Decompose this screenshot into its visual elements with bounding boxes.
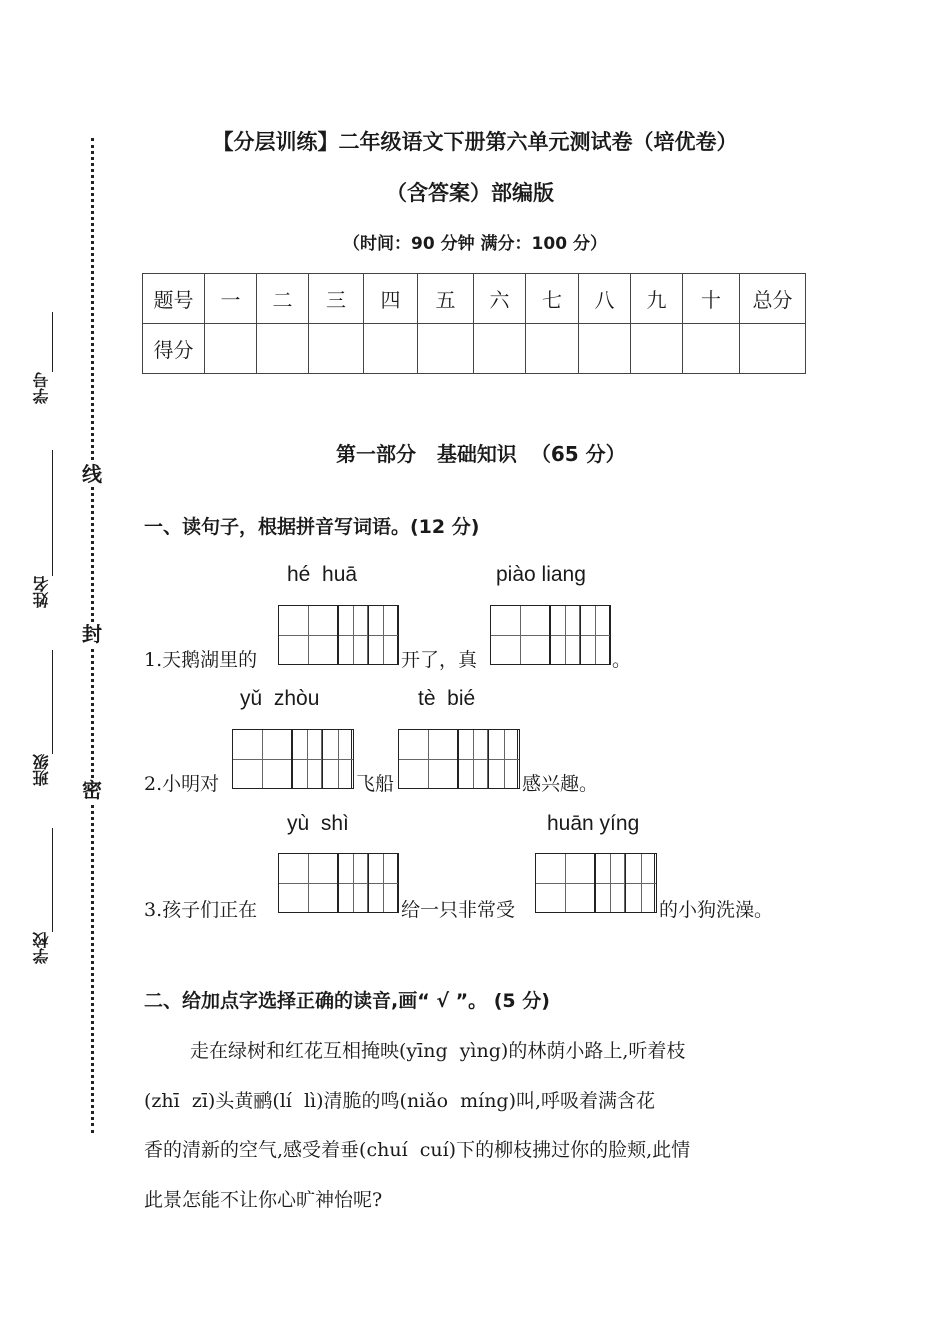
table-cell: 九 <box>631 274 683 324</box>
sentence-text: 1.天鹅湖里的 <box>144 649 258 671</box>
student-id-label: 学号 <box>31 372 51 404</box>
writing-grid[interactable] <box>338 853 399 913</box>
writing-grid[interactable] <box>550 605 611 665</box>
passage-line: 此景怎能不让你心旷神怡呢? <box>144 1189 383 1211</box>
sentence-text: 感兴趣。 <box>522 773 599 795</box>
writing-grid[interactable] <box>458 729 520 789</box>
name-field[interactable] <box>26 450 56 608</box>
score-cell[interactable] <box>364 324 418 374</box>
passage-line: 香的清新的空气,感受着垂(chuí cuí)下的柳枝拂过你的脸颊,此情 <box>144 1139 691 1161</box>
name-label: 姓名 <box>31 576 51 608</box>
table-cell: 五 <box>418 274 474 324</box>
table-cell: 四 <box>364 274 418 324</box>
question-2-title: 二、给加点字选择正确的读音,画“ √ ”。 (5 分) <box>144 990 550 1012</box>
table-cell: 一 <box>205 274 257 324</box>
table-cell: 八 <box>579 274 631 324</box>
score-table-score-row <box>143 324 806 374</box>
score-table <box>142 273 806 374</box>
pinyin-label: hé huā <box>287 563 358 586</box>
time-score-info: （时间：90 分钟 满分：100 分） <box>343 234 607 254</box>
seal-char-xian: 线 <box>82 462 102 486</box>
school-field[interactable] <box>26 828 56 964</box>
score-cell[interactable] <box>205 324 257 374</box>
sentence-text: 的小狗洗澡。 <box>659 899 774 921</box>
writing-grid[interactable] <box>595 853 657 913</box>
sentence-text: 2.小明对 <box>144 773 220 795</box>
sentence-text: 开了，真 <box>401 649 478 671</box>
table-cell: 二 <box>257 274 309 324</box>
score-cell[interactable] <box>631 324 683 374</box>
table-cell: 十 <box>683 274 740 324</box>
seal-char-feng: 封 <box>82 622 102 646</box>
pinyin-label: yǔ zhòu <box>240 687 320 710</box>
table-cell: 题号 <box>143 274 205 324</box>
table-cell: 六 <box>474 274 526 324</box>
school-label: 学校 <box>31 932 51 964</box>
passage-line: (zhī zī)头黄鹂(lí lì)清脆的鸣(niǎo míng)叫,呼吸着满含花 <box>144 1090 656 1112</box>
pinyin-label: huān yíng <box>547 812 640 835</box>
table-cell: 七 <box>526 274 579 324</box>
part-title: 第一部分 基础知识 （65 分） <box>336 442 626 466</box>
score-cell[interactable] <box>740 324 806 374</box>
writing-grid[interactable] <box>338 605 399 665</box>
sentence-text: 3.孩子们正在 <box>144 899 258 921</box>
score-cell[interactable] <box>526 324 579 374</box>
sentence-text: 。 <box>612 649 632 671</box>
score-cell[interactable] <box>309 324 364 374</box>
seal-char-mi: 密 <box>82 778 102 802</box>
score-cell[interactable] <box>257 324 309 374</box>
score-cell[interactable] <box>683 324 740 374</box>
page-subtitle: （含答案）部编版 <box>386 181 554 205</box>
table-cell: 得分 <box>143 324 205 374</box>
page-title: 【分层训练】二年级语文下册第六单元测试卷（培优卷） <box>212 130 738 154</box>
pinyin-label: yù shì <box>287 812 349 835</box>
pinyin-label: piào liang <box>496 563 586 586</box>
sentence-text: 飞船 <box>356 773 395 795</box>
writing-grid[interactable] <box>292 729 354 789</box>
passage-line: 走在绿树和红花互相掩映(yīng yìng)的林荫小路上,听着枝 <box>190 1040 686 1062</box>
question-1-title: 一、读句子，根据拼音写词语。(12 分) <box>144 516 480 538</box>
student-id-field[interactable] <box>26 312 56 404</box>
table-cell: 总分 <box>740 274 806 324</box>
class-label: 班级 <box>31 754 51 786</box>
score-cell[interactable] <box>474 324 526 374</box>
score-table-header-row <box>143 274 806 324</box>
score-cell[interactable] <box>579 324 631 374</box>
pinyin-label: tè bié <box>418 687 476 710</box>
table-cell: 三 <box>309 274 364 324</box>
class-field[interactable] <box>26 650 56 786</box>
sentence-text: 给一只非常受 <box>401 899 516 921</box>
score-cell[interactable] <box>418 324 474 374</box>
